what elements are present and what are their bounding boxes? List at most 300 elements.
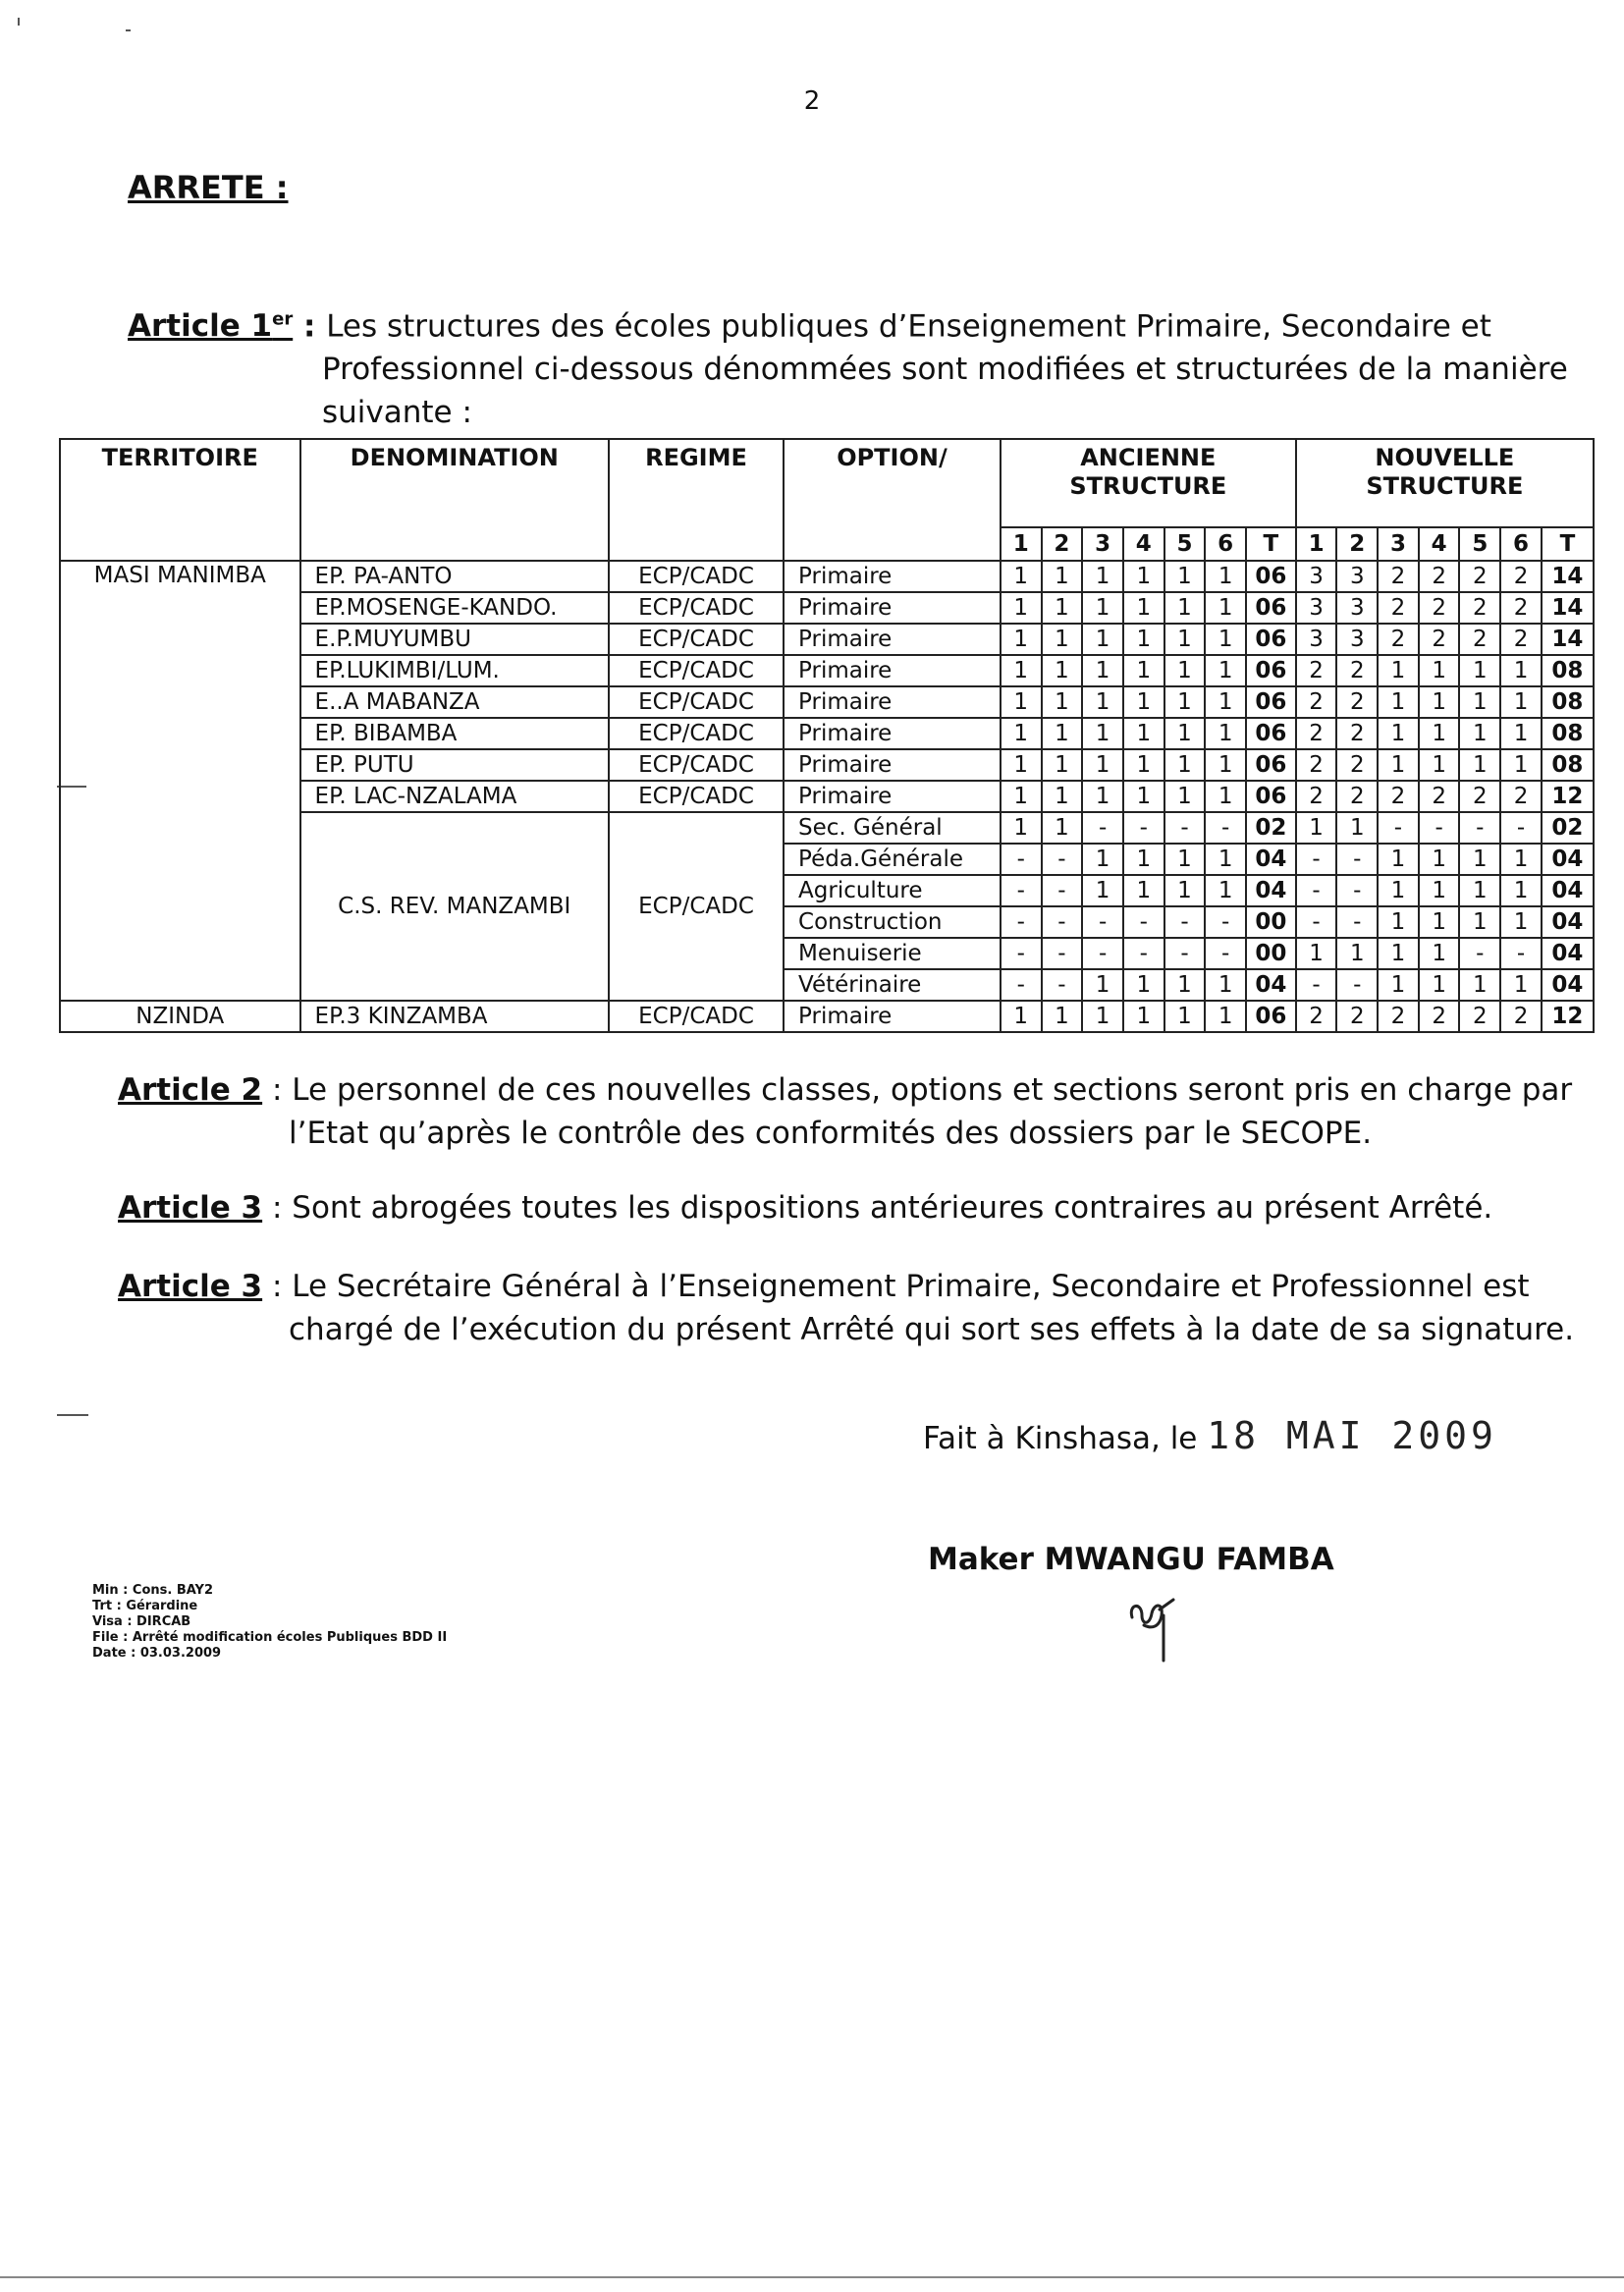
count-cell: 2 — [1336, 718, 1378, 749]
count-cell: 2 — [1378, 592, 1419, 624]
count-cell: 1 — [1500, 969, 1542, 1001]
total-cell: 04 — [1542, 906, 1594, 938]
count-cell: 1 — [1082, 655, 1123, 686]
ref-line: Min : Cons. BAY2 — [92, 1583, 214, 1598]
article-1-text-line2: Professionnel ci-dessous dénommées sont modifiées et structurées de la manière — [322, 352, 1568, 388]
article-1-text-line3: suivante : — [322, 395, 472, 431]
page-number: 2 — [803, 86, 821, 116]
count-cell: 1 — [1082, 718, 1123, 749]
option-cell: Primaire — [784, 592, 1001, 624]
count-cell: 1 — [1001, 718, 1042, 749]
option-cell: Primaire — [784, 781, 1001, 812]
total-cell: 06 — [1246, 655, 1296, 686]
article-3b-text-line2: chargé de l’exécution du présent Arrêté qui sort ses effets à la date de sa signature. — [289, 1312, 1575, 1347]
count-cell: 1 — [1419, 686, 1460, 718]
count-cell: 1 — [1001, 686, 1042, 718]
option-cell: Agriculture — [784, 875, 1001, 906]
count-cell: 1 — [1001, 1001, 1042, 1032]
count-cell: 1 — [1123, 749, 1164, 781]
school-name-cell: EP. PUTU — [300, 749, 609, 781]
count-cell: - — [1001, 875, 1042, 906]
structure-table — [59, 438, 1595, 1033]
count-cell: 1 — [1205, 624, 1246, 655]
count-cell: 2 — [1378, 1001, 1419, 1032]
count-cell: 2 — [1296, 655, 1337, 686]
count-cell: - — [1082, 812, 1123, 844]
count-cell: - — [1296, 875, 1337, 906]
column-number-header: 6 — [1500, 527, 1542, 561]
count-cell: 1 — [1164, 592, 1206, 624]
territory-cell: NZINDA — [60, 1001, 300, 1032]
count-cell: 1 — [1419, 749, 1460, 781]
total-cell: 04 — [1542, 844, 1594, 875]
regime-cell: ECP/CADC — [609, 655, 784, 686]
count-cell: 1 — [1123, 686, 1164, 718]
regime-cell: ECP/CADC — [609, 781, 784, 812]
count-cell: 1 — [1378, 718, 1419, 749]
count-cell: 1 — [1378, 969, 1419, 1001]
option-cell: Sec. Général — [784, 812, 1001, 844]
column-number-header: 2 — [1042, 527, 1083, 561]
count-cell: 1 — [1001, 561, 1042, 592]
count-cell: 1 — [1123, 592, 1164, 624]
count-cell: - — [1296, 906, 1337, 938]
count-cell: 1 — [1205, 592, 1246, 624]
count-cell: 1 — [1378, 655, 1419, 686]
count-cell: 1 — [1500, 875, 1542, 906]
count-cell: 1 — [1419, 718, 1460, 749]
ref-line: Visa : DIRCAB — [92, 1614, 191, 1629]
count-cell: 1 — [1123, 844, 1164, 875]
article-3b-text-line1: Le Secrétaire Général à l’Enseignement Primaire, Secondaire et Professionnel est — [292, 1269, 1530, 1304]
count-cell: 2 — [1459, 592, 1500, 624]
count-cell: 1 — [1500, 655, 1542, 686]
count-cell: 1 — [1419, 655, 1460, 686]
count-cell: 2 — [1378, 624, 1419, 655]
count-cell: 1 — [1042, 1001, 1083, 1032]
count-cell: 1 — [1001, 655, 1042, 686]
count-cell: - — [1500, 812, 1542, 844]
total-cell: 06 — [1246, 624, 1296, 655]
count-cell: 1 — [1164, 969, 1206, 1001]
count-cell: 2 — [1336, 781, 1378, 812]
count-cell: 1 — [1082, 969, 1123, 1001]
total-cell: 06 — [1246, 592, 1296, 624]
count-cell: - — [1123, 938, 1164, 969]
total-cell: 04 — [1542, 875, 1594, 906]
header-regime: REGIME — [609, 439, 784, 561]
column-number-header: 3 — [1378, 527, 1419, 561]
count-cell: 1 — [1001, 749, 1042, 781]
column-number-header: 5 — [1164, 527, 1206, 561]
column-number-header: 4 — [1123, 527, 1164, 561]
total-cell: 04 — [1246, 969, 1296, 1001]
bottom-rule — [0, 2276, 1624, 2278]
count-cell: 1 — [1500, 686, 1542, 718]
count-cell: 2 — [1500, 592, 1542, 624]
column-number-header: 1 — [1001, 527, 1042, 561]
total-cell: 08 — [1542, 749, 1594, 781]
count-cell: 1 — [1459, 844, 1500, 875]
count-cell: - — [1042, 906, 1083, 938]
count-cell: 1 — [1082, 1001, 1123, 1032]
count-cell: 1 — [1082, 624, 1123, 655]
school-name-cell: C.S. REV. MANZAMBI — [300, 812, 609, 1001]
count-cell: - — [1164, 812, 1206, 844]
count-cell: 1 — [1419, 875, 1460, 906]
count-cell: - — [1001, 938, 1042, 969]
count-cell: 1 — [1205, 561, 1246, 592]
article-3a-label: Article 3 — [118, 1190, 263, 1226]
count-cell: 2 — [1500, 561, 1542, 592]
header-option: OPTION/ — [784, 439, 1001, 561]
school-name-cell: EP.LUKIMBI/LUM. — [300, 655, 609, 686]
count-cell: 1 — [1042, 781, 1083, 812]
count-cell: 1 — [1123, 655, 1164, 686]
count-cell: 3 — [1336, 561, 1378, 592]
count-cell: 1 — [1336, 812, 1378, 844]
count-cell: - — [1042, 844, 1083, 875]
regime-cell: ECP/CADC — [609, 812, 784, 1001]
count-cell: 1 — [1042, 686, 1083, 718]
total-cell: 06 — [1246, 718, 1296, 749]
count-cell: - — [1459, 812, 1500, 844]
count-cell: 2 — [1419, 624, 1460, 655]
article-1-label: Article 1er — [128, 308, 294, 345]
count-cell: 1 — [1419, 969, 1460, 1001]
school-name-cell: EP. PA-ANTO — [300, 561, 609, 592]
column-number-header: 1 — [1296, 527, 1337, 561]
school-name-cell: EP.MOSENGE-KANDO. — [300, 592, 609, 624]
count-cell: 3 — [1336, 592, 1378, 624]
count-cell: 2 — [1296, 718, 1337, 749]
total-cell: 14 — [1542, 561, 1594, 592]
count-cell: 1 — [1082, 749, 1123, 781]
count-cell: 1 — [1042, 749, 1083, 781]
ref-line: File : Arrêté modification écoles Publiques BDD II — [92, 1630, 448, 1645]
total-cell: 14 — [1542, 592, 1594, 624]
count-cell: 1 — [1164, 781, 1206, 812]
date-stamp: 18 MAI 2009 — [1207, 1414, 1497, 1457]
count-cell: 1 — [1205, 844, 1246, 875]
count-cell: 1 — [1082, 781, 1123, 812]
scan-mark — [126, 29, 131, 31]
total-cell: 06 — [1246, 749, 1296, 781]
option-cell: Primaire — [784, 749, 1001, 781]
count-cell: - — [1001, 906, 1042, 938]
count-cell: 2 — [1419, 561, 1460, 592]
column-number-header: 2 — [1336, 527, 1378, 561]
count-cell: - — [1459, 938, 1500, 969]
option-cell: Primaire — [784, 561, 1001, 592]
count-cell: 1 — [1378, 938, 1419, 969]
header-nouvelle-structure: NOUVELLE STRUCTURE — [1296, 439, 1594, 527]
count-cell: 2 — [1378, 561, 1419, 592]
count-cell: 1 — [1378, 875, 1419, 906]
count-cell: - — [1042, 969, 1083, 1001]
column-number-header: T — [1542, 527, 1594, 561]
total-cell: 08 — [1542, 655, 1594, 686]
ref-line: Trt : Gérardine — [92, 1599, 198, 1613]
count-cell: - — [1082, 938, 1123, 969]
count-cell: - — [1205, 938, 1246, 969]
count-cell: 1 — [1123, 875, 1164, 906]
reference-block — [92, 1583, 447, 1662]
count-cell: 1 — [1205, 781, 1246, 812]
count-cell: 2 — [1296, 1001, 1337, 1032]
count-cell: 1 — [1042, 561, 1083, 592]
total-cell: 02 — [1542, 812, 1594, 844]
total-cell: 06 — [1246, 1001, 1296, 1032]
count-cell: 1 — [1500, 906, 1542, 938]
count-cell: 2 — [1296, 686, 1337, 718]
count-cell: - — [1419, 812, 1460, 844]
count-cell: 1 — [1123, 624, 1164, 655]
total-cell: 04 — [1246, 844, 1296, 875]
count-cell: 1 — [1123, 561, 1164, 592]
scan-mark — [18, 18, 20, 26]
arrete-heading: ARRETE : — [128, 169, 289, 206]
regime-cell: ECP/CADC — [609, 624, 784, 655]
count-cell: 1 — [1378, 844, 1419, 875]
fait-text: Fait à Kinshasa, le — [923, 1421, 1198, 1456]
count-cell: - — [1082, 906, 1123, 938]
count-cell: - — [1500, 938, 1542, 969]
count-cell: 1 — [1500, 749, 1542, 781]
total-cell: 12 — [1542, 781, 1594, 812]
count-cell: 1 — [1378, 686, 1419, 718]
option-cell: Primaire — [784, 718, 1001, 749]
count-cell: 1 — [1001, 781, 1042, 812]
regime-cell: ECP/CADC — [609, 686, 784, 718]
total-cell: 00 — [1246, 938, 1296, 969]
count-cell: 1 — [1164, 718, 1206, 749]
count-cell: 1 — [1500, 718, 1542, 749]
count-cell: 2 — [1459, 561, 1500, 592]
count-cell: 2 — [1336, 749, 1378, 781]
count-cell: 2 — [1459, 624, 1500, 655]
count-cell: 1 — [1459, 749, 1500, 781]
count-cell: 1 — [1205, 655, 1246, 686]
header-ancienne-structure: ANCIENNE STRUCTURE — [1001, 439, 1296, 527]
total-cell: 04 — [1246, 875, 1296, 906]
article-3b: Article 3 : Le Secrétaire Général à l’Enseignement Primaire, Secondaire et Professionnel est chargé de l’exécution du présent Arrêté qui sort ses effets à la date de sa signature. — [118, 1265, 1574, 1351]
header-territoire: TERRITOIRE — [60, 439, 300, 561]
count-cell: 1 — [1296, 812, 1337, 844]
count-cell: 1 — [1205, 718, 1246, 749]
count-cell: 3 — [1296, 561, 1337, 592]
total-cell: 04 — [1542, 969, 1594, 1001]
table-row — [60, 561, 1594, 592]
school-name-cell: E.P.MUYUMBU — [300, 624, 609, 655]
count-cell: 1 — [1459, 969, 1500, 1001]
count-cell: 2 — [1336, 655, 1378, 686]
count-cell: 1 — [1205, 969, 1246, 1001]
total-cell: 04 — [1542, 938, 1594, 969]
total-cell: 14 — [1542, 624, 1594, 655]
signatory-name: Maker MWANGU FAMBA — [928, 1542, 1334, 1577]
count-cell: 1 — [1042, 718, 1083, 749]
count-cell: 1 — [1164, 844, 1206, 875]
count-cell: 1 — [1001, 624, 1042, 655]
count-cell: - — [1042, 938, 1083, 969]
article-3a: Article 3 : Sont abrogées toutes les dispositions antérieures contraires au présent Arrêté. — [118, 1190, 1493, 1226]
count-cell: 1 — [1336, 938, 1378, 969]
count-cell: - — [1205, 906, 1246, 938]
option-cell: Péda.Générale — [784, 844, 1001, 875]
count-cell: 1 — [1164, 749, 1206, 781]
count-cell: - — [1123, 812, 1164, 844]
count-cell: 2 — [1419, 781, 1460, 812]
article-2-text-line2: l’Etat qu’après le contrôle des conformités des dossiers par le SECOPE. — [289, 1116, 1373, 1151]
regime-cell: ECP/CADC — [609, 592, 784, 624]
option-cell: Primaire — [784, 686, 1001, 718]
regime-cell: ECP/CADC — [609, 561, 784, 592]
count-cell: 1 — [1164, 875, 1206, 906]
count-cell: 1 — [1082, 875, 1123, 906]
count-cell: 1 — [1082, 561, 1123, 592]
count-cell: - — [1123, 906, 1164, 938]
count-cell: 2 — [1336, 1001, 1378, 1032]
count-cell: 1 — [1082, 686, 1123, 718]
column-number-header: 4 — [1419, 527, 1460, 561]
column-number-header: 6 — [1205, 527, 1246, 561]
school-name-cell: EP. LAC-NZALAMA — [300, 781, 609, 812]
total-cell: 00 — [1246, 906, 1296, 938]
count-cell: 1 — [1164, 655, 1206, 686]
count-cell: 1 — [1419, 938, 1460, 969]
option-cell: Vétérinaire — [784, 969, 1001, 1001]
count-cell: 2 — [1459, 781, 1500, 812]
article-2-text-line1: Le personnel de ces nouvelles classes, options et sections seront pris en charge par — [292, 1072, 1573, 1108]
count-cell: 1 — [1459, 655, 1500, 686]
count-cell: 1 — [1042, 655, 1083, 686]
total-cell: 08 — [1542, 718, 1594, 749]
count-cell: 1 — [1459, 906, 1500, 938]
count-cell: 1 — [1459, 718, 1500, 749]
count-cell: - — [1336, 844, 1378, 875]
column-number-header: 5 — [1459, 527, 1500, 561]
count-cell: 1 — [1042, 812, 1083, 844]
ref-line: Date : 03.03.2009 — [92, 1646, 222, 1661]
article-3a-text-line1: Sont abrogées toutes les dispositions antérieures contraires au présent Arrêté. — [292, 1190, 1493, 1226]
count-cell: 1 — [1378, 906, 1419, 938]
column-number-header: T — [1246, 527, 1296, 561]
count-cell: - — [1336, 969, 1378, 1001]
count-cell: 1 — [1042, 592, 1083, 624]
count-cell: 1 — [1205, 749, 1246, 781]
count-cell: 1 — [1123, 718, 1164, 749]
header-denomination: DENOMINATION — [300, 439, 609, 561]
count-cell: 2 — [1419, 592, 1460, 624]
count-cell: 1 — [1042, 624, 1083, 655]
count-cell: 3 — [1336, 624, 1378, 655]
count-cell: 1 — [1164, 561, 1206, 592]
count-cell: 1 — [1164, 686, 1206, 718]
option-cell: Primaire — [784, 655, 1001, 686]
fait-line — [923, 1414, 1497, 1457]
option-cell: Primaire — [784, 1001, 1001, 1032]
count-cell: - — [1042, 875, 1083, 906]
option-cell: Menuiserie — [784, 938, 1001, 969]
count-cell: 1 — [1164, 624, 1206, 655]
school-name-cell: EP.3 KINZAMBA — [300, 1001, 609, 1032]
count-cell: 1 — [1296, 938, 1337, 969]
count-cell: 1 — [1001, 812, 1042, 844]
count-cell: 3 — [1296, 592, 1337, 624]
count-cell: 2 — [1459, 1001, 1500, 1032]
scan-mark — [57, 1414, 88, 1416]
regime-cell: ECP/CADC — [609, 1001, 784, 1032]
article-3b-label: Article 3 — [118, 1269, 263, 1304]
regime-cell: ECP/CADC — [609, 749, 784, 781]
count-cell: - — [1205, 812, 1246, 844]
article-1-text-line1: Les structures des écoles publiques d’Enseignement Primaire, Secondaire et — [326, 308, 1491, 345]
count-cell: 1 — [1082, 844, 1123, 875]
count-cell: - — [1296, 969, 1337, 1001]
count-cell: 1 — [1378, 749, 1419, 781]
option-cell: Primaire — [784, 624, 1001, 655]
count-cell: 2 — [1500, 624, 1542, 655]
count-cell: - — [1378, 812, 1419, 844]
total-cell: 08 — [1542, 686, 1594, 718]
article-2-label: Article 2 — [118, 1072, 263, 1108]
count-cell: 1 — [1123, 1001, 1164, 1032]
article-1: Article 1er : Les structures des écoles publiques d’Enseignement Primaire, Secondaire et Professionnel ci-dessous dénommées sont modifiées et structurées de la manière suivante : — [128, 299, 1568, 434]
count-cell: 3 — [1296, 624, 1337, 655]
count-cell: - — [1164, 906, 1206, 938]
count-cell: 2 — [1336, 686, 1378, 718]
count-cell: 1 — [1205, 686, 1246, 718]
count-cell: - — [1336, 875, 1378, 906]
total-cell: 06 — [1246, 781, 1296, 812]
count-cell: 2 — [1500, 781, 1542, 812]
total-cell: 06 — [1246, 561, 1296, 592]
territory-cell: MASI MANIMBA — [60, 561, 300, 1001]
signature-mark — [1124, 1596, 1183, 1664]
count-cell: - — [1296, 844, 1337, 875]
count-cell: 1 — [1164, 1001, 1206, 1032]
count-cell: 2 — [1296, 781, 1337, 812]
column-number-header: 3 — [1082, 527, 1123, 561]
count-cell: - — [1164, 938, 1206, 969]
count-cell: 1 — [1459, 875, 1500, 906]
table-row — [60, 1001, 1594, 1032]
count-cell: 1 — [1500, 844, 1542, 875]
count-cell: 1 — [1205, 875, 1246, 906]
count-cell: 1 — [1001, 592, 1042, 624]
school-name-cell: E..A MABANZA — [300, 686, 609, 718]
option-cell: Construction — [784, 906, 1001, 938]
count-cell: 2 — [1378, 781, 1419, 812]
count-cell: 1 — [1082, 592, 1123, 624]
count-cell: 2 — [1296, 749, 1337, 781]
count-cell: 1 — [1123, 781, 1164, 812]
count-cell: 1 — [1459, 686, 1500, 718]
count-cell: 2 — [1500, 1001, 1542, 1032]
total-cell: 12 — [1542, 1001, 1594, 1032]
count-cell: 2 — [1419, 1001, 1460, 1032]
regime-cell: ECP/CADC — [609, 718, 784, 749]
count-cell: 1 — [1123, 969, 1164, 1001]
count-cell: 1 — [1205, 1001, 1246, 1032]
total-cell: 06 — [1246, 686, 1296, 718]
count-cell: - — [1001, 844, 1042, 875]
school-name-cell: EP. BIBAMBA — [300, 718, 609, 749]
count-cell: 1 — [1419, 844, 1460, 875]
article-2: Article 2 : Le personnel de ces nouvelles classes, options et sections seront pris en charge par l’Etat qu’après le contrôle des conformités des dossiers par le SECOPE. — [118, 1068, 1572, 1155]
total-cell: 02 — [1246, 812, 1296, 844]
